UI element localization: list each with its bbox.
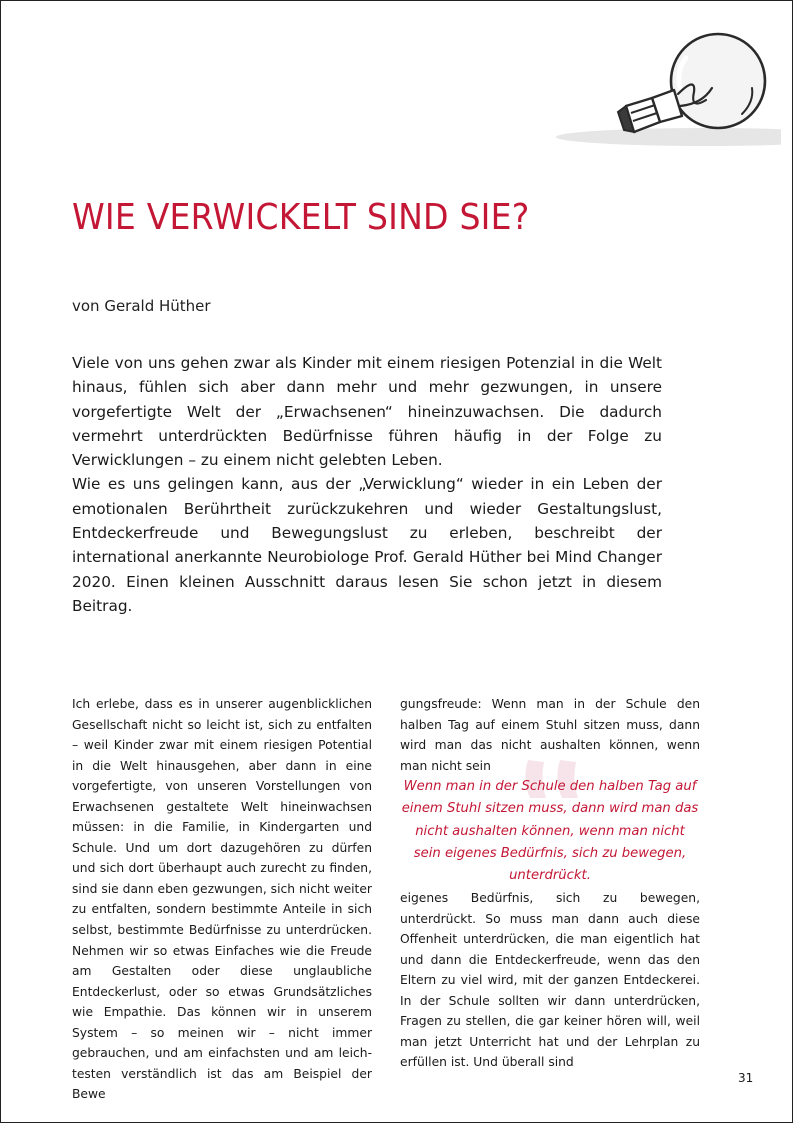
body-paragraph: eigenes Bedürfnis, sich zu bewegen, unterdrückt. So muss man dann auch diese Offenheit unterdrücken, die man eigentlich hat und dann die Entdeckerfreude, wenn das den Eltern zu viel wird, mit der ganzen Entdeckerei. In der Schule sollten wir dann unterdrücken, Fragen zu stellen, die gar keiner hören will, weil man jetzt Unterricht hat und der Lehrplan zu erfüllen ist. Und überall sind <box>400 891 700 1070</box>
body-paragraph: gungsfreude: Wenn man in der Schule den halben Tag auf einem Stuhl sitzen muss, dann wird man das nicht aushalten können, wenn man nicht sein <box>400 697 700 773</box>
pull-quote: Wenn man in der Schule den halben Tag auf einem Stuhl sitzen muss, dann wird man das nicht aushalten können, wenn man nicht sein eigenes Bedürfnis, sich zu bewegen, unterdrückt. <box>401 779 699 884</box>
intro-paragraph: Wie es uns gelingen kann, aus der „Verwicklung“ wieder in ein Leben der emotionalen Berührtheit zurückzukehren und wieder Gestaltungslust, Entdeckerfreude und Bewegungslust zu erleben, beschreibt der international anerkannte Neurobiologe Prof. Gerald Hüther bei Mind Changer 2020. Einen kleinen Ausschnitt daraus lesen Sie schon jetzt in diesem Beitrag. <box>72 475 662 615</box>
article-title: WIE VERWICKELT SIND SIE? <box>72 197 530 238</box>
page-number: 31 <box>738 1071 754 1085</box>
article-byline: von Gerald Hüther <box>72 297 211 315</box>
article-intro <box>72 351 662 618</box>
body-paragraph: Ich erlebe, dass es in unserer augenblicklichen Gesellschaft nicht so leicht ist, sich zu entfalten – weil Kinder zwar mit einem riesigen Potential in die Welt hinausgehen, aber dann in eine vorgefertigte, von unseren Vorstellungen von Erwachsenen gestaltete Welt hineinwachsen müssen: in die Familie, in Kindergarten und Schule. Und um dort dazugehören zu dürfen und sich dort überhaupt auch zurecht zu finden, sind sie dann eben gezwungen, sich nicht weiter zu entfalten, sondern bestimmte Anteile in sich selbst, bestimmte Bedürfnisse zu unterdrücken. Nehmen wir so etwas Einfaches wie die Freude am Gestalten oder diese unglaubliche Entdeckerlust, oder so etwas Grundsätzliches wie Empathie. Das können wir in unserem System – so meinen wir – nicht immer gebrauchen, und am einfachsten und am leichtesten verständlich ist das am Beispiel der Bewe <box>72 697 372 1102</box>
body-column-right-bottom <box>400 888 700 1073</box>
body-column-left <box>72 694 372 1105</box>
light-bulb-icon <box>556 18 781 148</box>
intro-paragraph: Viele von uns gehen zwar als Kinder mit einem riesigen Potenzial in die Welt hinaus, fühlen sich aber dann mehr und mehr gezwungen, in unsere vorgefertigte Welt der „Erwachsenen“ hineinzuwachsen. Die dadurch vermehrt unterdrückten Bedürfnisse führen häufig in der Folge zu Verwicklungen – zu einem nicht gelebten Leben. <box>72 354 662 470</box>
